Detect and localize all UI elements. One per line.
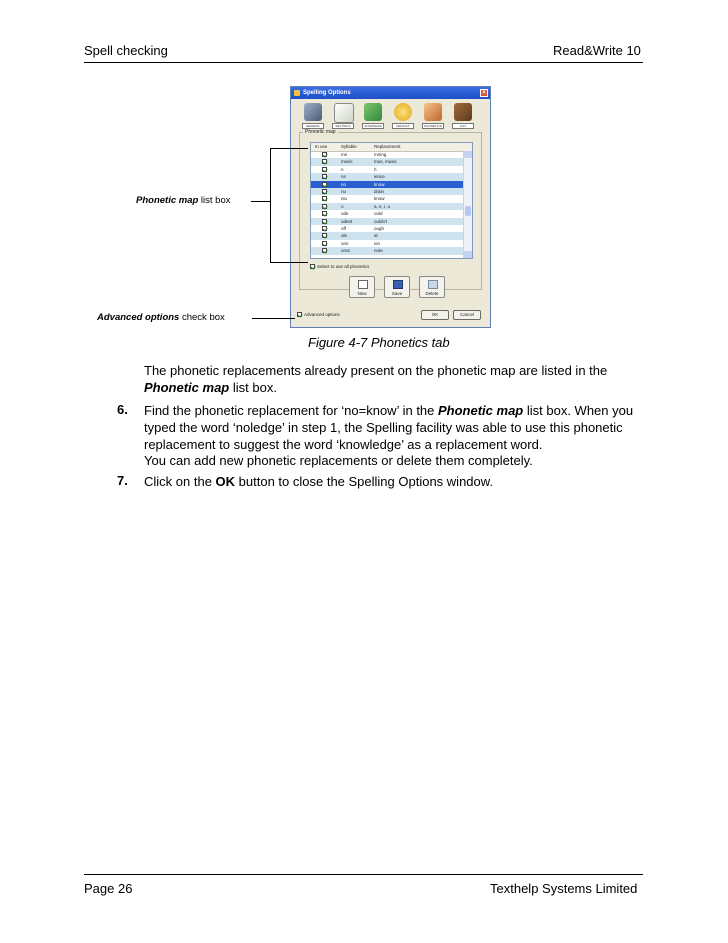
syllable-cell: odent — [341, 218, 353, 224]
footer-company: Texthelp Systems Limited — [490, 881, 638, 896]
in-use-checkbox[interactable] — [322, 226, 327, 231]
select-all-label: Select to use all phonetics — [317, 264, 370, 269]
header-title: Spell checking — [84, 43, 168, 58]
replacement-cell: ould — [374, 211, 383, 217]
in-use-checkbox[interactable] — [322, 219, 327, 224]
tab-settings[interactable]: SETTINGS — [331, 103, 355, 129]
replacement-cell: a, e, i, u — [374, 203, 391, 209]
spelling-options-dialog — [290, 86, 491, 328]
replacement-cell: al — [374, 233, 378, 239]
scroll-down-arrow[interactable] — [464, 251, 472, 258]
new-button[interactable]: New — [349, 276, 375, 298]
step-number: 7. — [117, 473, 128, 488]
app-icon — [294, 90, 300, 96]
callout-line — [252, 318, 295, 319]
in-use-checkbox[interactable] — [322, 167, 327, 172]
new-icon — [358, 280, 368, 289]
step-number: 6. — [117, 402, 128, 417]
default-icon — [394, 103, 412, 121]
list-item[interactable] — [311, 225, 465, 232]
column-syllable: Syllable — [341, 144, 357, 149]
callout-advanced-options: Advanced options check box — [97, 312, 225, 323]
syllable-cell: no — [341, 181, 347, 187]
callout-line — [251, 201, 270, 202]
list-item[interactable] — [311, 247, 465, 254]
scroll-up-arrow[interactable] — [464, 151, 472, 158]
alternate-icon — [364, 103, 382, 121]
list-item[interactable] — [311, 158, 465, 165]
tab-phonetics[interactable]: PHONETICS — [421, 103, 445, 129]
syllable-cell: onn — [341, 240, 349, 246]
syllable-cell: niu — [341, 196, 348, 202]
list-item[interactable] — [311, 181, 465, 188]
tab-alternate[interactable]: ALTERNATE — [361, 103, 385, 129]
replacement-cell: h — [374, 166, 377, 172]
replacement-cell: mning — [374, 152, 387, 157]
in-use-checkbox[interactable] — [322, 241, 327, 246]
replacement-cell: drain — [374, 189, 385, 194]
header-rule — [84, 62, 643, 63]
replacement-cell: ough — [374, 226, 385, 231]
header-product: Read&Write 10 — [553, 43, 641, 58]
list-item[interactable] — [311, 210, 465, 217]
save-icon — [393, 280, 403, 289]
list-item[interactable] — [311, 203, 465, 210]
page-number: Page 26 — [84, 881, 133, 896]
tab-default[interactable]: DEFAULT — [391, 103, 415, 129]
phonetic-map-group-label: Phonetic map — [305, 129, 336, 135]
column-replacement: Replacement — [374, 144, 401, 149]
replacement-cell: know — [374, 196, 385, 202]
replacement-cell: ion — [374, 240, 381, 246]
phonetics-icon — [424, 103, 442, 121]
list-icon — [454, 103, 472, 121]
cancel-button[interactable]: Cancel — [453, 310, 481, 320]
list-item[interactable] — [311, 151, 465, 158]
in-use-checkbox[interactable] — [322, 248, 327, 253]
delete-button[interactable]: Delete — [419, 276, 445, 298]
phonetic-map-listbox[interactable] — [310, 142, 473, 259]
footer-rule — [84, 874, 643, 875]
callout-bracket — [270, 148, 308, 263]
list-scrollbar[interactable] — [463, 151, 472, 258]
list-item[interactable] — [311, 218, 465, 225]
callout-phonetic-map: Phonetic map list box — [136, 195, 231, 206]
in-use-checkbox[interactable] — [322, 152, 327, 157]
syllable-cell: ole — [341, 233, 348, 239]
in-use-checkbox[interactable] — [322, 211, 327, 216]
settings-icon — [334, 103, 354, 123]
syllable-cell: nu — [341, 189, 347, 194]
dialog-titlebar — [291, 87, 490, 99]
syllable-cell: ns — [341, 174, 346, 180]
syllable-cell: off — [341, 226, 346, 231]
list-item[interactable] — [311, 232, 465, 239]
replacement-cell: mus, music — [374, 159, 397, 165]
replacement-cell: know — [374, 181, 385, 187]
syllable-cell: n — [341, 166, 344, 172]
close-icon[interactable]: × — [480, 89, 488, 97]
advanced-options-checkbox[interactable] — [297, 312, 302, 317]
syllable-cell: ode — [341, 211, 349, 217]
list-item[interactable] — [311, 195, 465, 202]
syllable-cell: o — [341, 203, 344, 209]
figure-caption: Figure 4-7 Phonetics tab — [308, 335, 450, 350]
select-all-checkbox[interactable] — [310, 264, 315, 269]
step-6-note: You can add new phonetic replacements or delete them completely. — [144, 453, 533, 468]
replacement-cell: ouldn't — [374, 218, 388, 224]
tab-general[interactable]: GENERAL — [301, 103, 325, 129]
in-use-checkbox[interactable] — [322, 196, 327, 201]
syllable-cell: onot — [341, 248, 350, 254]
advanced-options-label: Advanced options — [304, 312, 340, 317]
syllable-cell: mn — [341, 152, 348, 157]
general-icon — [304, 103, 322, 121]
in-use-checkbox[interactable] — [322, 189, 327, 194]
in-use-checkbox[interactable] — [322, 182, 327, 187]
list-item[interactable] — [311, 240, 465, 247]
tab-list[interactable]: LIST — [451, 103, 475, 129]
in-use-checkbox[interactable] — [322, 233, 327, 238]
intro-paragraph: The phonetic replacements already present on the phonetic map are listed in the Phonetic map list box. — [144, 363, 608, 395]
list-item[interactable] — [311, 173, 465, 180]
list-item[interactable] — [311, 188, 465, 195]
replacement-cell: note — [374, 248, 383, 254]
step-7-text: Click on the OK button to close the Spelling Options window. — [144, 474, 494, 489]
in-use-checkbox[interactable] — [322, 174, 327, 179]
column-in-use: In use — [315, 144, 328, 149]
syllable-cell: mosic — [341, 159, 353, 165]
dialog-title: Spelling Options — [303, 90, 351, 96]
in-use-checkbox[interactable] — [322, 159, 327, 164]
list-item[interactable] — [311, 166, 465, 173]
ok-button[interactable]: OK — [421, 310, 449, 320]
in-use-checkbox[interactable] — [322, 204, 327, 209]
scroll-thumb[interactable] — [465, 206, 471, 216]
step-6-text: Find the phonetic replacement for ‘no=know’ in the Phonetic map list box. When you typed the word ‘noledge’ in step 1, the Spelling facility was able to use this phonetic replacement to suggest the word ‘knowledge’ as a replacement word. — [144, 403, 634, 452]
save-button[interactable]: Save — [384, 276, 410, 298]
delete-icon — [428, 280, 438, 289]
replacement-cell: ience — [374, 174, 385, 180]
